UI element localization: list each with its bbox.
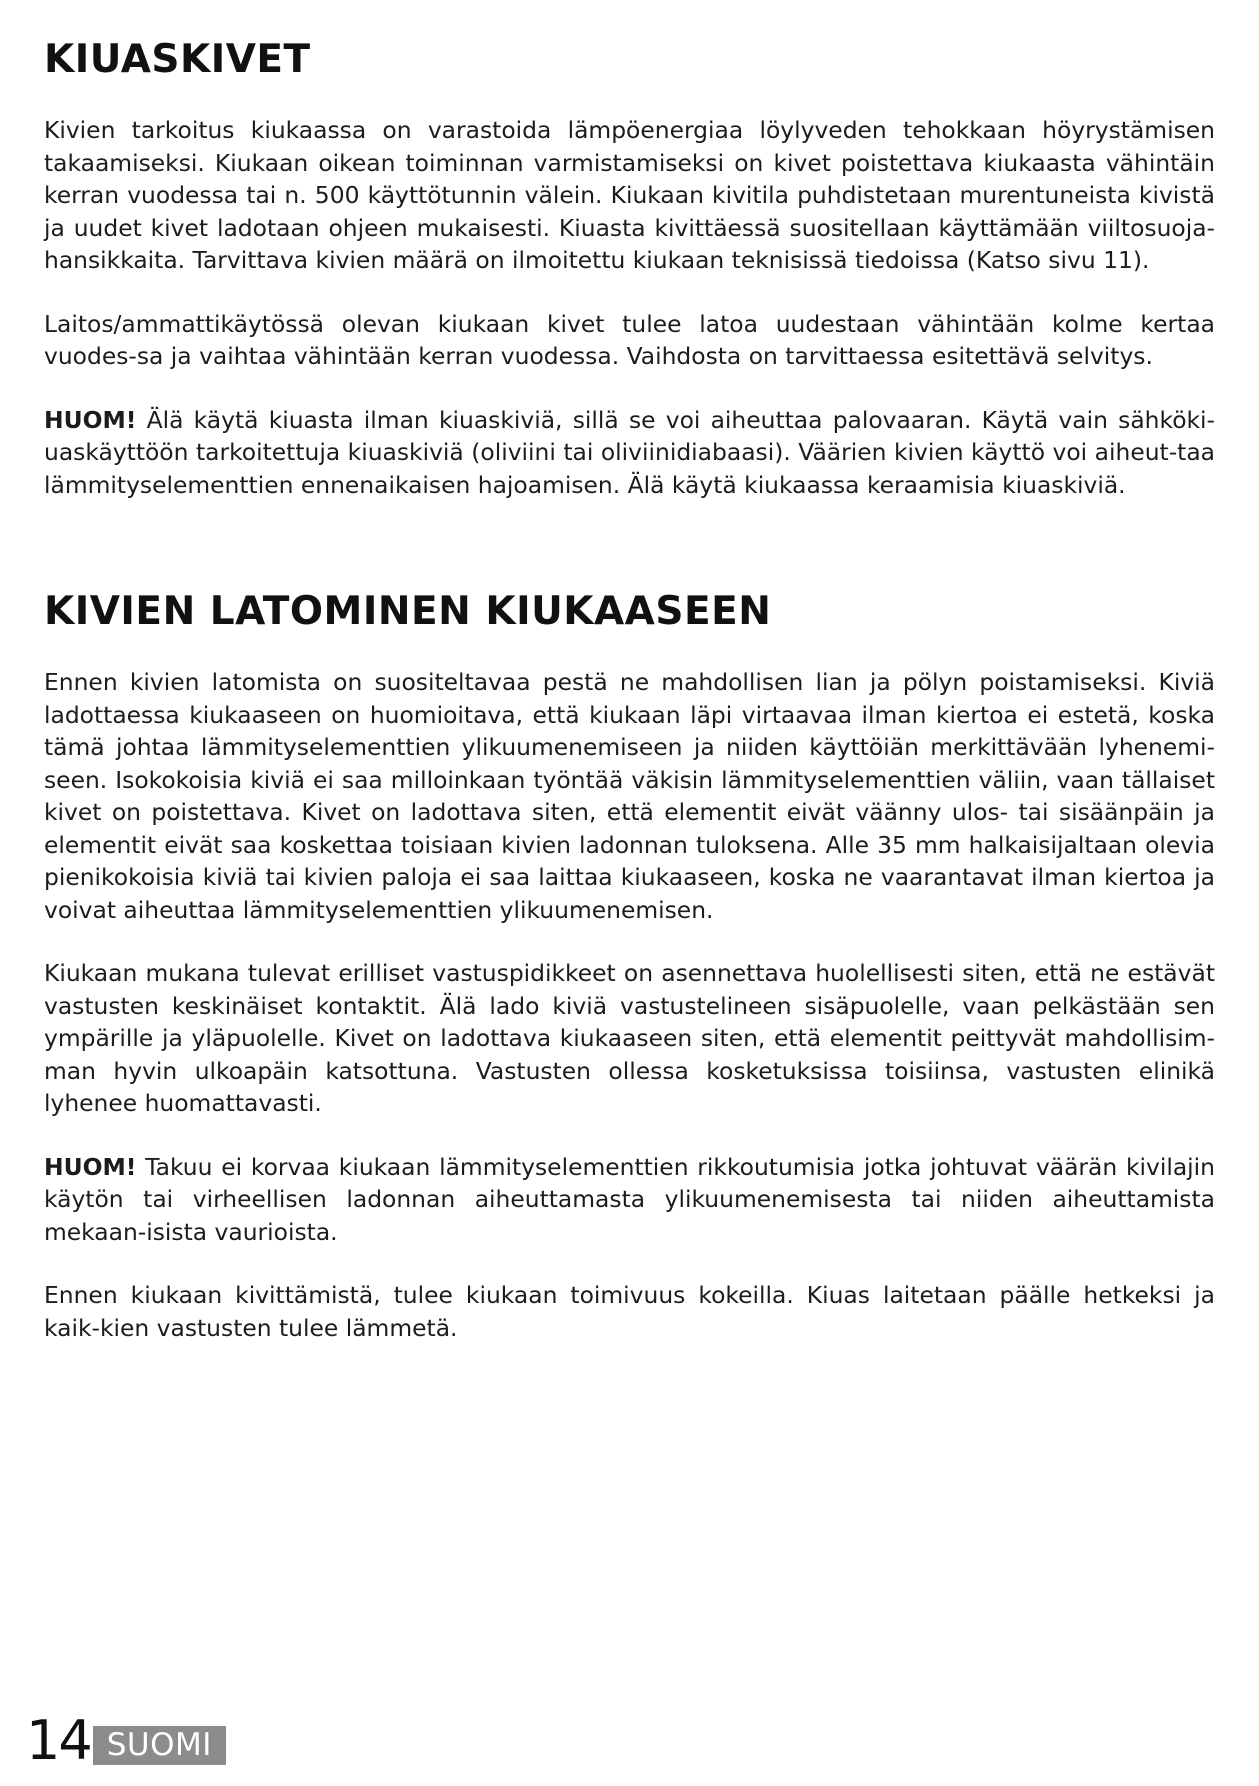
note-text: Älä käytä kiuasta ilman kiuaskiviä, sillä se voi aiheuttaa palovaaran. Käytä vain sähköki-uaskäyttöön tarkoitettuja kiuaskiviä (oliviini tai oliviinidiabaasi). Väärien kivien käyttö voi aiheut-taa lämmityselementtien ennenaikaisen hajoamisen. Älä käytä kiukaassa keraamisia kiuaskiviä. [44,405,1215,499]
paragraph: Kivien tarkoitus kiukaassa on varastoida lämpöenergiaa löylyveden tehokkaan höyrystämisen takaamiseksi. Kiukaan oikean toiminnan varmistamiseksi on kivet poistettava kiukaasta vähintäin kerran vuodessa tai n. 500 käyttötunnin välein. Kiukaan kivitila puhdistetaan murentuneista kivistä ja uudet kivet ladotaan ohjeen mukaisesti. Kiuasta kivittäessä suositellaan käyttämään viiltosuoja-hansikkaita. Tarvittava kivien määrä on ilmoitettu kiukaan teknisissä tiedoissa (Katso sivu 11). [44,116,1215,274]
paragraph: Ennen kiukaan kivittämistä, tulee kiukaan toimivuus kokeilla. Kiuas laitetaan päälle hetkeksi ja kaik-kien vastusten tulee lämmetä. [44,1281,1215,1342]
section-kiuaskivet [44,114,1215,532]
paragraph: Kiukaan mukana tulevat erilliset vastuspidikkeet on asennettava huolellisesti siten, että ne estävät vastusten keskinäiset kontaktit. Älä lado kiviä vastustelineen sisäpuolelle, vaan pelkästään sen ympärille ja yläpuolelle. Kivet on ladottava kiukaaseen siten, että elementit peittyvät mahdollisim-man hyvin ulkoapäin katsottuna. Vastusten ollessa kosketuksissa toisiinsa, vastusten elinikä lyhenee huomattavasti. [44,959,1215,1117]
paragraph: Laitos/ammattikäytössä olevan kiukaan kivet tulee latoa uudestaan vähintään kolme kertaa vuodes-sa ja vaihtaa vähintään kerran vuodessa. Vaihdosta on tarvittaessa esitettävä selvitys. [44,309,1215,370]
note-text: Takuu ei korvaa kiukaan lämmityselementtien rikkoutumisia jotka johtuvat väärän kivilajin käytön tai virheellisen ladonnan aiheuttamasta ylikuumenemisesta tai niiden aiheuttamista mekaan-isista vaurioista. [44,1152,1215,1246]
warning-note [44,1151,1215,1249]
section-title-kiuaskivet: KIUASKIVET [44,37,311,82]
language-tag: SUOMI [93,1726,226,1765]
warning-note [44,404,1215,502]
page-number: 14 [26,1709,91,1772]
note-label: HUOM! [44,405,137,434]
section-kivien-latominen [44,666,1215,1375]
section-title-kivien-latominen: KIVIEN LATOMINEN KIUKAASEEN [44,589,772,634]
note-label: HUOM! [44,1152,137,1181]
page-footer [26,1709,226,1772]
paragraph: Ennen kivien latomista on suositeltavaa pestä ne mahdollisen lian ja pölyn poistamiseksi. Kiviä ladottaessa kiukaaseen on huomioitava, että kiukaan läpi virtaavaa ilman kiertoa ei estetä, koska tämä johtaa lämmityselementtien ylikuumenemiseen ja niiden käyttöiän merkittävään lyhenemi-seen. Isokokoisia kiviä ei saa milloinkaan työntää väkisin lämmityselementtien väliin, vaan tällaiset kivet on poistettava. Kivet on ladottava siten, että elementit eivät väänny ulos- tai sisäänpäin ja elementit eivät saa koskettaa toisiaan kivien ladonnan tuloksena. Alle 35 mm halkaisijaltaan olevia pienikokoisia kiviä tai kivien paloja ei saa laittaa kiukaaseen, koska ne vaarantavat ilman kiertoa ja voivat aiheuttaa lämmityselementtien ylikuumenemisen. [44,668,1215,924]
